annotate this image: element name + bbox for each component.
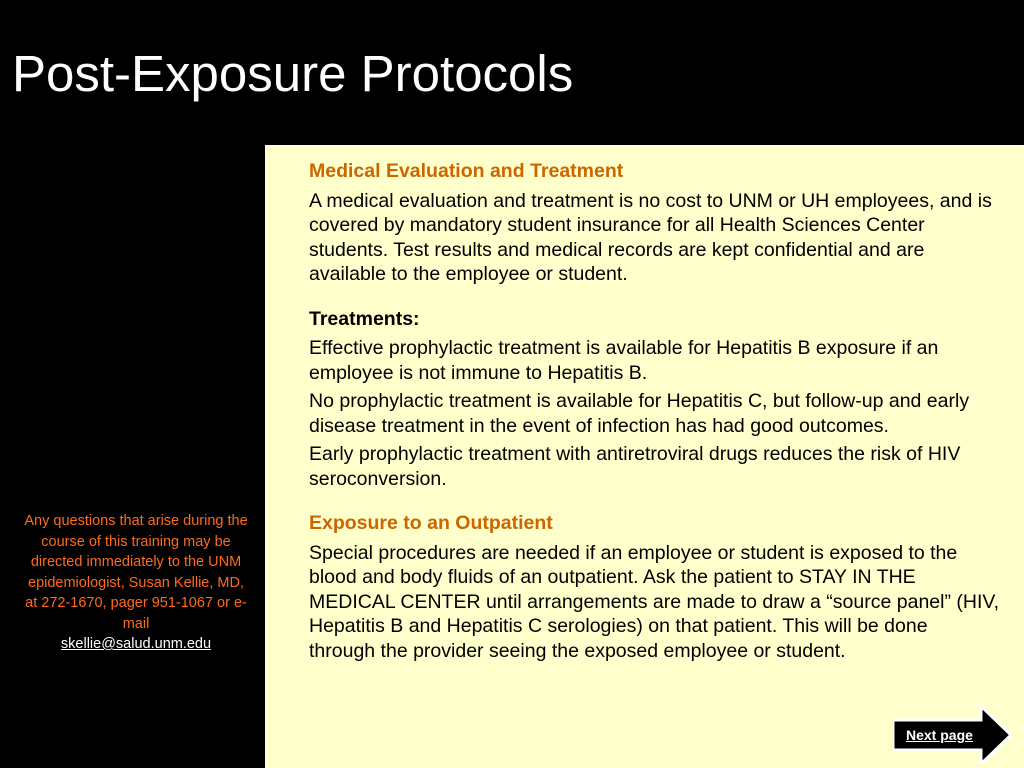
content-body — [309, 159, 999, 667]
contact-email-link[interactable]: skellie@salud.unm.edu — [60, 636, 212, 652]
next-page-button[interactable] — [893, 706, 1011, 764]
next-page-label[interactable]: Next page — [906, 727, 973, 743]
page-title: Post-Exposure Protocols — [12, 45, 574, 102]
contact-note-text: Any questions that arise during the course of this training may be directed immediately to the UNM epidemiologist, Susan Kellie, MD, at 272-1670, pager 951-1067 or e-mail — [24, 513, 248, 632]
section-heading-medical-evaluation: Medical Evaluation and Treatment — [309, 160, 624, 182]
treatment-item: Effective prophylactic treatment is available for Hepatitis B exposure if an employee is not immune to Hepatitis B. — [309, 337, 939, 384]
treatment-item: No prophylactic treatment is available for Hepatitis C, but follow-up and early disease treatment in the event of infection has had good outcomes. — [309, 390, 970, 437]
treatment-item: Early prophylactic treatment with antiretroviral drugs reduces the risk of HIV seroconversion. — [309, 443, 961, 490]
content-panel — [265, 145, 1024, 768]
contact-note — [20, 511, 252, 655]
section-body-outpatient-exposure: Special procedures are needed if an employee or student is exposed to the blood and body fluids of an outpatient. Ask the patient to STAY IN THE MEDICAL CENTER until arrangements are made to draw a “source panel” (HIV, Hepatitis B and Hepatitis C serologies) on that patient. This will be done through the provider seeing the exposed employee or student. — [309, 541, 1000, 662]
section-body-medical-evaluation: A medical evaluation and treatment is no cost to UNM or UH employees, and is covered by mandatory student insurance for all Health Sciences Center students. Test results and medical records are kept confidential and are available to the employee or student. — [309, 189, 992, 285]
section-heading-treatments: Treatments: — [309, 307, 420, 330]
section-heading-outpatient-exposure: Exposure to an Outpatient — [309, 512, 553, 534]
